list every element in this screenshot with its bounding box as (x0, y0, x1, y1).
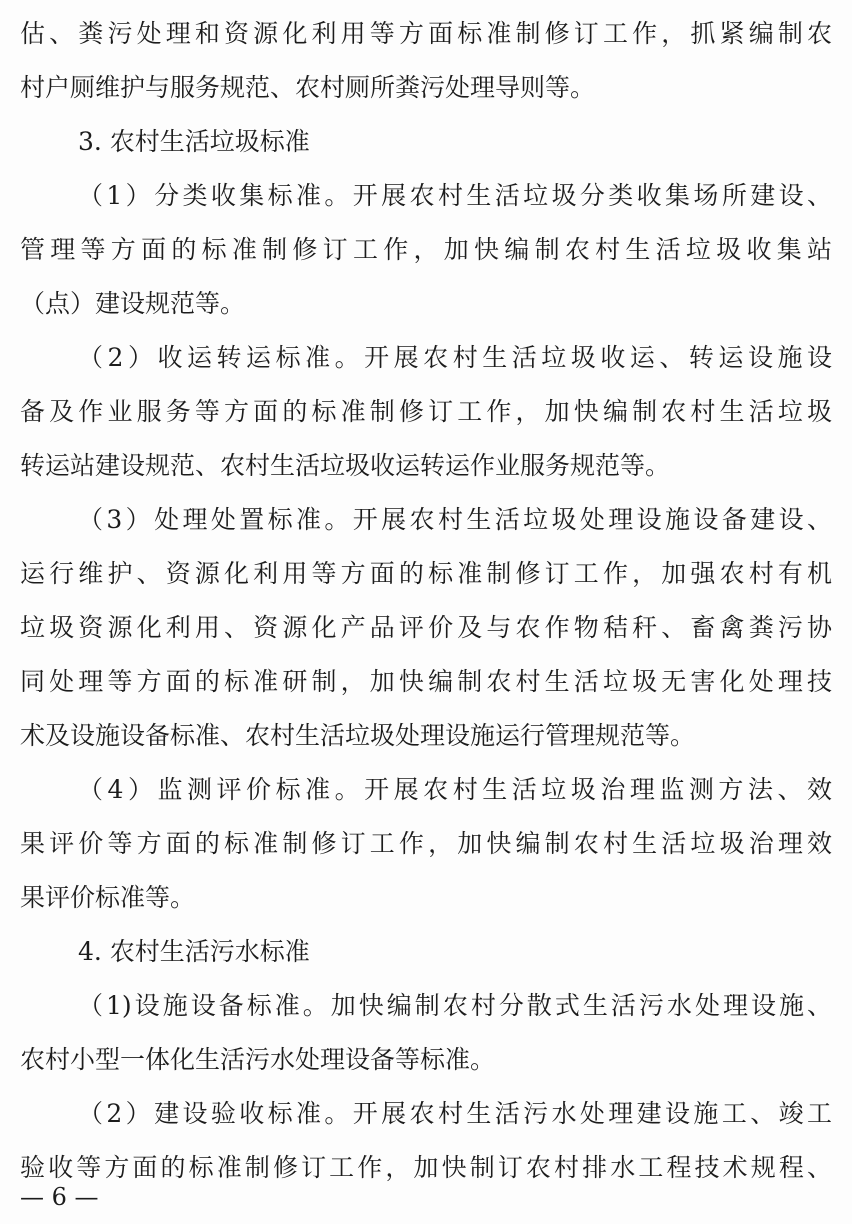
text-line: （2）建设验收标准。开展农村生活污水处理建设施工、竣工 (78, 1099, 832, 1128)
text-line: （4）监测评价标准。开展农村生活垃圾治理监测方法、效 (78, 775, 832, 804)
text-line: 转运站建设规范、农村生活垃圾收运转运作业服务规范等。 (20, 451, 671, 480)
text-line: （点）建设规范等。 (20, 289, 246, 318)
text-line: 果评价标准等。 (20, 883, 196, 912)
text-line: 村户厕维护与服务规范、农村厕所粪污处理导则等。 (20, 73, 596, 102)
text-line: 验收等方面的标准制修订工作，加快制订农村排水工程技术规程、 (20, 1153, 832, 1182)
text-line: 估、粪污处理和资源化利用等方面标准制修订工作，抓紧编制农 (20, 19, 832, 48)
text-line: 果评价等方面的标准制修订工作，加快编制农村生活垃圾治理效 (20, 829, 832, 858)
text-line: （1)设施设备标准。加快编制农村分散式生活污水处理设施、 (78, 991, 832, 1020)
text-line: 备及作业服务等方面的标准制修订工作，加快编制农村生活垃圾 (20, 397, 832, 426)
text-line: 农村小型一体化生活污水处理设备等标准。 (20, 1045, 496, 1074)
page-number: — 6 — (20, 1183, 99, 1211)
section-heading: 3. 农村生活垃圾标准 (78, 127, 310, 156)
text-line: 运行维护、资源化利用等方面的标准制修订工作，加强农村有机 (20, 559, 832, 588)
text-line: 垃圾资源化利用、资源化产品评价及与农作物秸秆、畜禽粪污协 (20, 613, 832, 642)
section-heading: 4. 农村生活污水标准 (78, 937, 310, 966)
text-line: 术及设施设备标准、农村生活垃圾处理设施运行管理规范等。 (20, 721, 696, 750)
text-line: 管理等方面的标准制修订工作，加快编制农村生活垃圾收集站 (20, 235, 832, 264)
text-line: （3）处理处置标准。开展农村生活垃圾处理设施设备建设、 (78, 505, 832, 534)
text-line: （2）收运转运标准。开展农村生活垃圾收运、转运设施设 (78, 343, 832, 372)
text-line: 同处理等方面的标准研制，加快编制农村生活垃圾无害化处理技 (20, 667, 832, 696)
text-line: （1）分类收集标准。开展农村生活垃圾分类收集场所建设、 (78, 181, 832, 210)
